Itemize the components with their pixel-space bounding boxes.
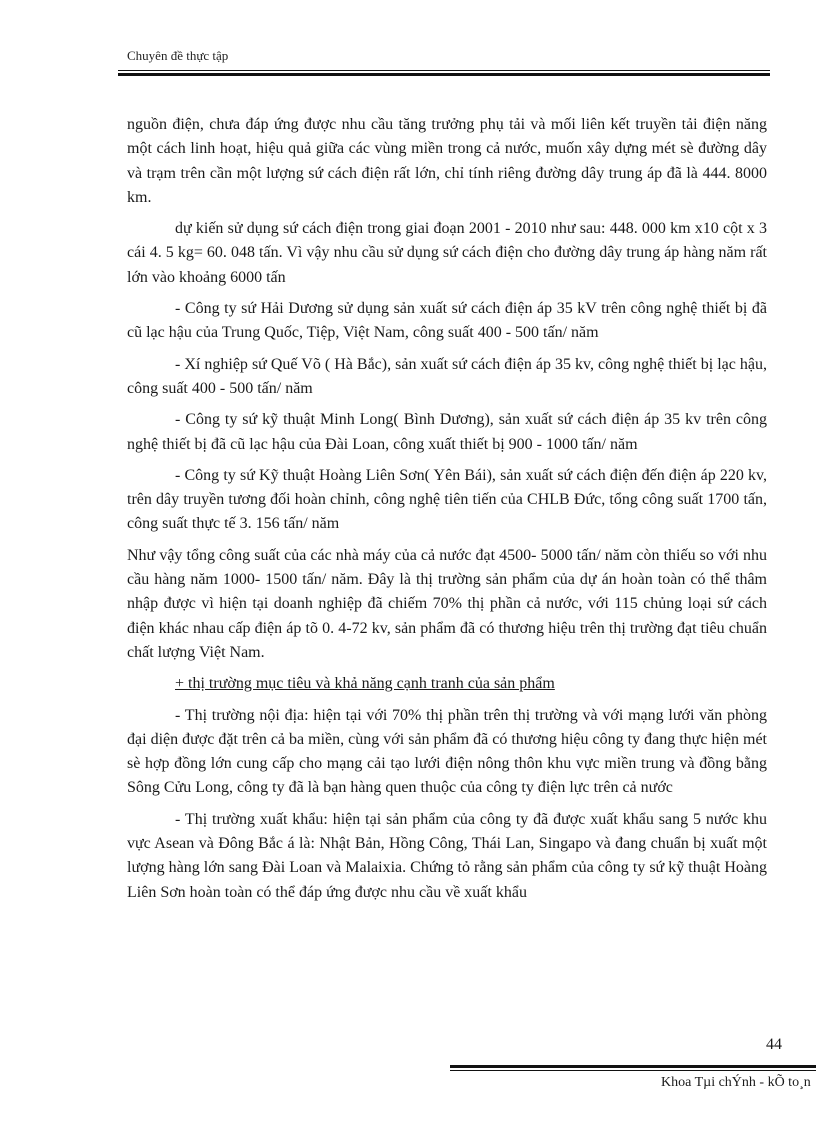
paragraph: dự kiến sử dụng sứ cách điện trong giai đoạn 2001 - 2010 như sau: 448. 000 km x10 cột x 3 cái 4. 5 kg= 60. 048 tấn. Vì vậy nhu cầu sử dụng sứ cách điện cho đường dây trung áp hàng năm rất lớn vào khoảng 6000 tấn: [127, 220, 767, 286]
page-number: 44: [766, 1036, 782, 1053]
footer-faculty-text: Khoa Tµi chÝnh - kÕ to¸n: [661, 1075, 811, 1090]
header-rule-thick: [118, 73, 770, 76]
header-rule-thin: [118, 70, 770, 71]
footer-rule-thick: [450, 1065, 816, 1068]
paragraph: nguồn điện, chưa đáp ứng được nhu cầu tăng trưởng phụ tải và mối liên kết truyền tải điện năng một cách linh hoạt, hiệu quả giữa các vùng miền trong cả nước, muốn xây dựng mét sè đường dây và trạm trên cần một lượng sứ cách điện rất lớn, chỉ tính riêng đường dây trung áp đã là 444. 8000 km.: [127, 116, 767, 206]
paragraph: - Thị trường nội địa: hiện tại với 70% thị phần trên thị trường và với mạng lưới văn phòng đại diện được đặt trên cả ba miền, cùng với sản phẩm đã có thương hiệu công ty đang thực hiện mét sè hợp đồng lớn cung cấp cho mạng cải tạo lưới điện nông thôn khu vực miền trung và đồng bằng Sông Cửu Long, công ty đã là bạn hàng quen thuộc của công ty điện lực trên cả nước: [127, 706, 767, 797]
paragraph: - Công ty sứ Hải Dương sử dụng sản xuất sứ cách điện áp 35 kV trên công nghệ thiết bị đã cũ lạc hậu của Trung Quốc, Tiệp, Việt Nam, công suất 400 - 500 tấn/ năm: [127, 300, 767, 342]
section-heading-text: + thị trường mục tiêu và khả năng cạnh tranh của sản phẩm: [175, 675, 555, 693]
paragraph: - Công ty sứ kỹ thuật Minh Long( Bình Dương), sản xuất sứ cách điện áp 35 kv trên công nghệ thiết bị đã cũ lạc hậu của Đài Loan, công xuất thiết bị 900 - 1000 tấn/ năm: [127, 411, 767, 453]
paragraph: Như vậy tổng công suất của các nhà máy của cả nước đạt 4500- 5000 tấn/ năm còn thiếu so với nhu cầu hàng năm 1000- 1500 tấn/ năm. Đây là thị trường sản phẩm của dự án hoàn toàn có thể thâm nhập được vì hiện tại doanh nghiệp đã chiếm 70% thị phần cả nước, với 115 chủng loại sứ cách điện khác nhau cấp điện áp tõ 0. 4-72 kv, sản phẩm đã có thương hiệu trên thị trường đạt tiêu chuẩn chất lượng Việt Nam.: [127, 546, 767, 661]
document-body: [127, 113, 767, 912]
paragraph: - Xí nghiệp sứ Quế Võ ( Hà Bắc), sản xuất sứ cách điện áp 35 kv, công nghệ thiết bị lạc hậu, công suất 400 - 500 tấn/ năm: [127, 355, 767, 397]
paragraph: - Công ty sứ Kỹ thuật Hoàng Liên Sơn( Yên Bái), sản xuất sứ cách điện đến điện áp 220 kv, trên dây truyền tương đối hoàn chỉnh, công nghệ tiên tiến của CHLB Đức, tổng công suất 1700 tấn, công suất thực tế 3. 156 tấn/ năm: [127, 466, 767, 533]
page-header-title: Chuyên đề thực tập: [127, 48, 229, 63]
footer-rule-thin: [450, 1070, 816, 1071]
section-heading: [127, 672, 767, 696]
paragraph: - Thị trường xuất khẩu: hiện tại sản phẩm của công ty đã được xuất khẩu sang 5 nước khu vực Asean và Đông Bắc á là: Nhật Bản, Hồng Công, Thái Lan, Singapo và đang chuẩn bị xuất một lượng hàng lớn sang Đài Loan và Malaixia. Chứng tỏ rằng sản phẩm của công ty sứ kỹ thuật Hoàng Liên Sơn hoàn toàn có thể đáp ứng được nhu cầu về xuất khẩu: [127, 810, 767, 901]
